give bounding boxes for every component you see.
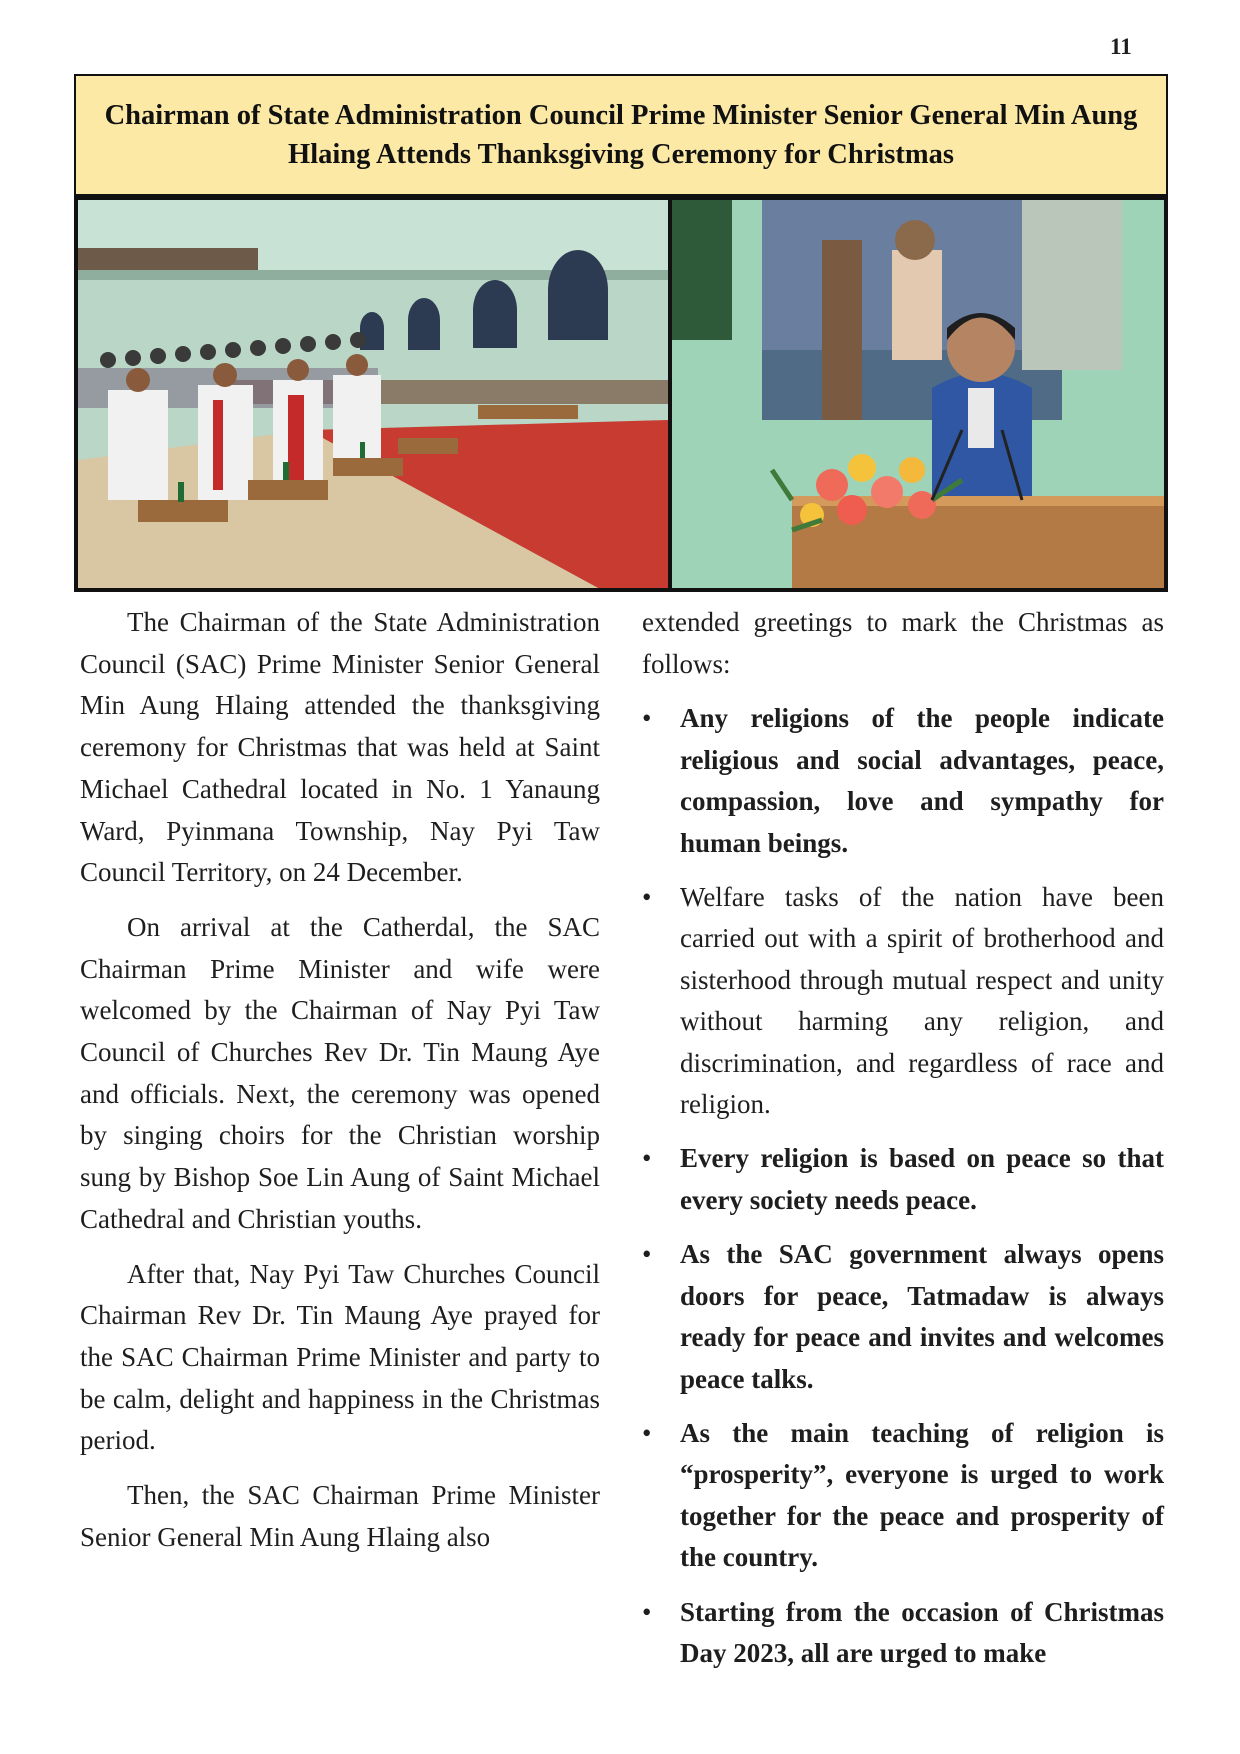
bullet-icon: • (642, 1596, 652, 1627)
list-item-text: Any religions of the people indicate religious and social advantages, peace, compassion, love and sympathy for human beings. (680, 703, 1164, 858)
bullet-icon: • (642, 703, 652, 734)
list-item-text: Every religion is based on peace so that every society needs peace. (680, 1143, 1164, 1215)
speaker-at-lectern-photo (672, 200, 1164, 588)
list-item (642, 1592, 1164, 1675)
greetings-list (642, 698, 1164, 1674)
bullet-icon: • (642, 1143, 652, 1174)
bullet-icon: • (642, 1239, 652, 1270)
list-item (642, 698, 1164, 864)
bullet-icon: • (642, 1417, 652, 1448)
page-number: 11 (1110, 34, 1132, 59)
left-column (80, 602, 600, 1571)
photo-strip (74, 196, 1168, 592)
bullet-icon: • (642, 882, 652, 913)
list-item (642, 1413, 1164, 1579)
list-item (642, 877, 1164, 1125)
paragraph: After that, Nay Pyi Taw Churches Council Chairman Rev Dr. Tin Maung Aye prayed for the SAC Chairman Prime Minister and party to be calm, delight and happiness in the Christmas period. (80, 1258, 600, 1456)
paragraph: On arrival at the Catherdal, the SAC Chairman Prime Minister and wife were welcomed by the Chairman of Nay Pyi Taw Council of Churches Rev Dr. Tin Maung Aye and officials. Next, the ceremony was opened by singing choirs for the Christian worship sung by Bishop Soe Lin Aung of Saint Michael Cathedral and Christian youths. (80, 911, 600, 1234)
congregation-photo-illustration (78, 200, 668, 588)
title-banner (74, 74, 1168, 196)
right-column (642, 602, 1164, 1687)
article-title: Chairman of State Administration Council Prime Minister Senior General Min Aung Hlaing Attends Thanksgiving Ceremony for Christmas (104, 100, 1138, 170)
list-item (642, 1234, 1164, 1400)
paragraph: Then, the SAC Chairman Prime Minister Senior General Min Aung Hlaing also (80, 1480, 600, 1552)
paragraph: The Chairman of the State Administration Council (SAC) Prime Minister Senior General Min Aung Hlaing attended the thanksgiving ceremony for Christmas that was held at Saint Michael Cathedral located in No. 1 Yanaung Ward, Pyinmana Township, Nay Pyi Taw Council Territory, on 24 December. (80, 607, 600, 888)
list-item-text: Starting from the occasion of Christmas Day 2023, all are urged to make (680, 1596, 1164, 1668)
congregation-photo (78, 200, 668, 588)
paragraph-continuation: extended greetings to mark the Christmas as follows: (642, 607, 1164, 679)
list-item-text: As the main teaching of religion is “prosperity”, everyone is urged to work together for the peace and prosperity of the country. (680, 1417, 1164, 1573)
list-item (642, 1138, 1164, 1221)
speaker-photo-illustration (672, 200, 1164, 588)
list-item-text: Welfare tasks of the nation have been carried out with a spirit of brotherhood and sisterhood through mutual respect and unity without harming any religion, and discrimination, and regardless of race and religion. (680, 882, 1164, 1120)
list-item-text: As the SAC government always opens doors for peace, Tatmadaw is always ready for peace and invites and welcomes peace talks. (680, 1239, 1164, 1394)
